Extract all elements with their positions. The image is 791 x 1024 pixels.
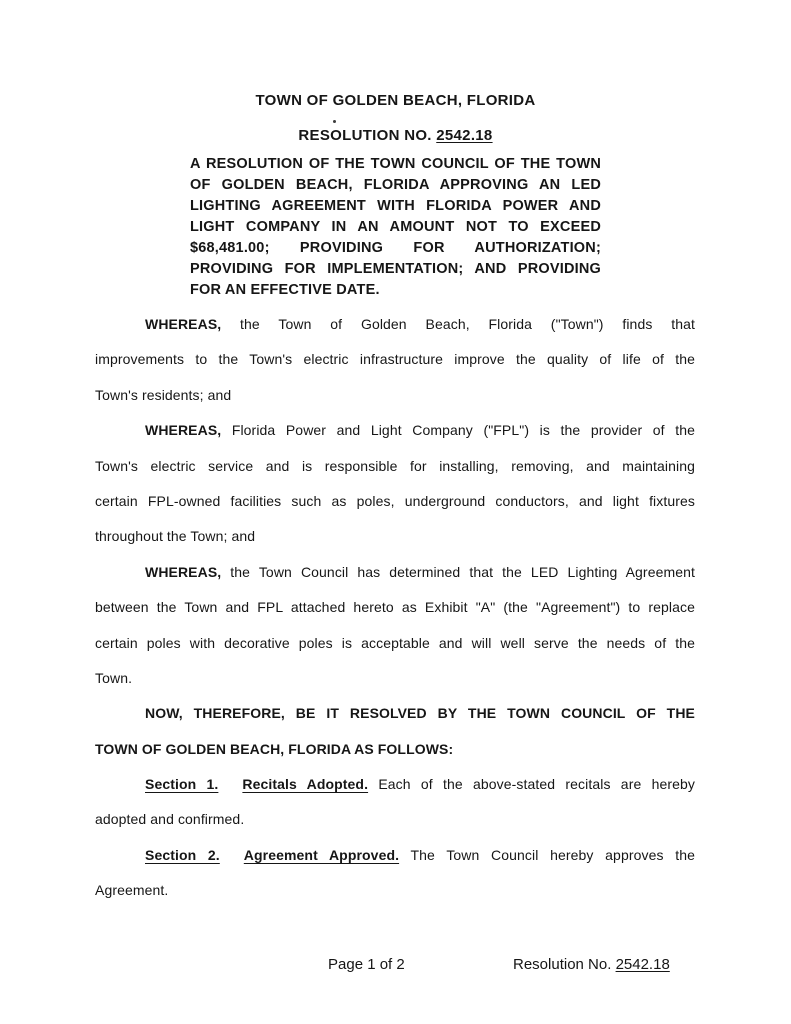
resolution-summary xyxy=(190,154,601,301)
summary-line: FOR AN EFFECTIVE DATE. xyxy=(190,282,380,298)
summary-line: OF GOLDEN BEACH, FLORIDA APPROVING AN LED xyxy=(190,177,601,193)
text-segment: Recitals Adopted. xyxy=(242,776,369,793)
body-line xyxy=(95,342,695,377)
resolution-label: RESOLUTION NO. xyxy=(298,127,437,144)
summary-line: A RESOLUTION OF THE TOWN COUNCIL OF THE TOWN xyxy=(190,156,601,172)
text-segment: Town's residents; and xyxy=(95,386,232,403)
summary-line: PROVIDING FOR IMPLEMENTATION; AND PROVIDING xyxy=(190,261,601,277)
text-segment: Town. xyxy=(95,669,133,686)
text-segment: Section 2. xyxy=(145,846,220,863)
body-line xyxy=(95,413,695,448)
text-segment: throughout the Town; and xyxy=(95,528,256,545)
page-number: Page 1 of 2 xyxy=(328,956,405,973)
text-segment: adopted and confirmed. xyxy=(95,811,245,828)
document-title: TOWN OF GOLDEN BEACH, FLORIDA xyxy=(255,92,536,109)
body-line xyxy=(95,732,695,767)
summary-line: $68,481.00; PROVIDING FOR AUTHORIZATION; xyxy=(190,240,601,256)
resolution-number: 2542.18 xyxy=(436,127,493,144)
text-segment: Florida Power and Light Company ("FPL") is the provider of the xyxy=(221,422,695,439)
body-line xyxy=(95,590,695,625)
body-line xyxy=(95,696,695,731)
text-segment: Section 1. xyxy=(145,776,219,793)
body-line xyxy=(95,802,695,837)
body-line xyxy=(95,873,695,908)
body-line xyxy=(95,519,695,554)
footer-resolution-number xyxy=(513,956,670,973)
text-segment: the Town of Golden Beach, Florida ("Town") finds that xyxy=(221,316,695,332)
footer-resolution-label: Resolution No. xyxy=(513,956,616,973)
body-line xyxy=(95,838,695,873)
text-segment: TOWN OF GOLDEN BEACH, FLORIDA AS FOLLOWS: xyxy=(95,740,454,757)
text-segment: The Town Council hereby approves the xyxy=(399,846,695,863)
body-line xyxy=(95,449,695,484)
text-segment: certain FPL-owned facilities such as poles, underground conductors, and light fixtures xyxy=(95,492,695,509)
text-segment: WHEREAS, xyxy=(145,422,222,439)
summary-line: LIGHT COMPANY IN AN AMOUNT NOT TO EXCEED xyxy=(190,219,601,235)
body-line xyxy=(95,484,695,519)
text-segment: Town's electric service and is responsible for installing, removing, and maintaining xyxy=(95,457,695,474)
footer-resolution-value: 2542.18 xyxy=(615,956,670,973)
text-segment: certain poles with decorative poles is acceptable and will well serve the needs of the xyxy=(95,634,695,651)
body-line xyxy=(95,626,695,661)
scan-speck xyxy=(333,120,336,123)
text-segment: Each of the above-stated recitals are hereby xyxy=(368,776,695,793)
resolution-number-heading xyxy=(0,127,791,144)
text-segment: Agreement Approved. xyxy=(243,846,400,863)
body-line xyxy=(95,767,695,802)
body-line xyxy=(95,661,695,696)
body-line xyxy=(95,555,695,590)
summary-line: LIGHTING AGREEMENT WITH FLORIDA POWER AND xyxy=(190,198,601,214)
document-body xyxy=(95,307,695,909)
text-segment: the Town Council has determined that the LED Lighting Agreement xyxy=(221,563,695,580)
text-segment: WHEREAS, xyxy=(145,563,222,580)
text-segment: WHEREAS, xyxy=(145,316,222,332)
text-segment: improvements to the Town's electric infrastructure improve the quality of life of the xyxy=(95,351,695,368)
body-line xyxy=(95,307,695,342)
text-segment: Agreement. xyxy=(95,882,169,899)
text-segment: between the Town and FPL attached hereto as Exhibit "A" (the "Agreement") to replace xyxy=(95,599,695,616)
body-line xyxy=(95,378,695,413)
text-segment: NOW, THEREFORE, BE IT RESOLVED BY THE TOWN COUNCIL OF THE xyxy=(145,705,695,722)
